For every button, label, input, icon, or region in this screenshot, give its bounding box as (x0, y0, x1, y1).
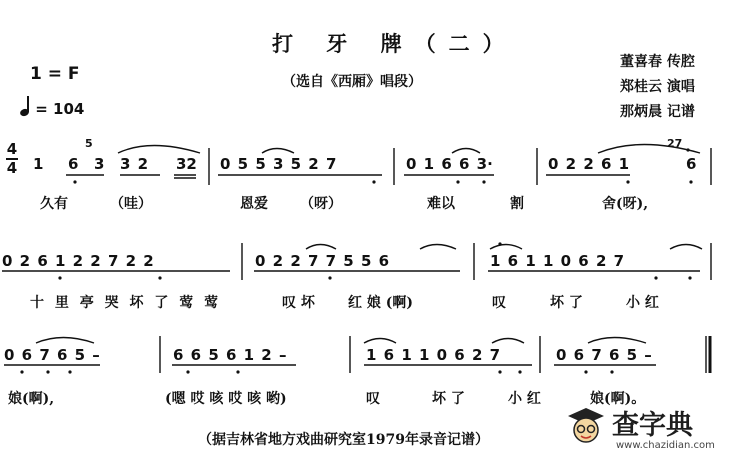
staff-1-measure-4: 0 2 2 6 1 (548, 155, 630, 173)
lyric: 难以 (427, 196, 455, 212)
lyric: 恩爱 (240, 196, 268, 212)
staff-1-note: 6 (686, 155, 697, 173)
staff-3-measure-2: 6 6 5 6 1 2 – (173, 346, 287, 364)
staff-1-note: 3 (94, 155, 105, 173)
credit-singer: 郑桂云 演唱 (620, 79, 695, 95)
grace-note: 5 (85, 137, 93, 150)
lyric: 红 娘 (啊) (348, 295, 413, 311)
staff-2-measure-1: 0 2 6 1 2 2 7 2 2 (2, 252, 154, 270)
credit-composer: 董喜春 传腔 (620, 54, 695, 70)
lyric: 叹 坏 (282, 295, 315, 311)
lyric: （哇） (110, 196, 152, 212)
staff-1-measure-3: 0 1 6 6 3· (406, 155, 493, 173)
lyric: （呀） (300, 196, 342, 212)
tempo-value: = 104 (35, 100, 85, 118)
lyric: 久有 (40, 196, 68, 212)
lyric: 娘(啊)。 (590, 391, 646, 407)
lyric: 坏 了 (432, 391, 465, 407)
lyric: 坏 了 (550, 295, 583, 311)
staff-3-measure-3: 1 6 1 1 0 6 2 7 (366, 346, 501, 364)
credit-transcriber: 那炳晨 记谱 (620, 104, 695, 120)
lyric: 小 红 (508, 391, 541, 407)
staff-1-note: 3 2 (120, 155, 149, 173)
staff-3-measure-4: 0 6 7 6 5 – (556, 346, 652, 364)
lyric: 娘(啊), (8, 391, 55, 407)
staff-1-note: 1 (33, 155, 44, 173)
staff-3-measure-1: 0 6 7 6 5 – (4, 346, 100, 364)
lyric: 小 红 (626, 295, 659, 311)
logo-wordmark: 查字典 (612, 410, 693, 441)
staff-2-measure-3: 1 6 1 1 0 6 2 7 (490, 252, 625, 270)
time-signature-bottom: 4 (6, 159, 18, 177)
lyric: 十 里 亭 哭 坏 了 莺 莺 (30, 295, 219, 311)
lyric: 割 (510, 196, 524, 212)
staff-1-note: 32 (176, 155, 197, 173)
lyric: 叹 (366, 391, 380, 407)
staff-2-measure-2: 0 2 2 7 7 5 5 6 (255, 252, 390, 270)
lyric: 舍(呀), (602, 196, 649, 212)
logo-url: www.chazidian.com (616, 440, 715, 451)
staff-1-note: 6 (68, 155, 79, 173)
lyric: (嗯 哎 咳 哎 咳 哟) (165, 391, 287, 407)
staff-1-measure-2: 0 5 5 3 5 2 7 (220, 155, 337, 173)
lyric: 叹 (492, 295, 506, 311)
song-title: 打 牙 牌（二） (272, 31, 517, 56)
source-note: （据吉林省地方戏曲研究室1979年录音记谱） (198, 432, 489, 448)
time-signature-top: 4 (6, 140, 18, 158)
key-signature: 1 = F (30, 64, 80, 84)
song-subtitle: （选自《西厢》唱段） (282, 74, 422, 90)
grace-note: 27 (667, 137, 683, 150)
